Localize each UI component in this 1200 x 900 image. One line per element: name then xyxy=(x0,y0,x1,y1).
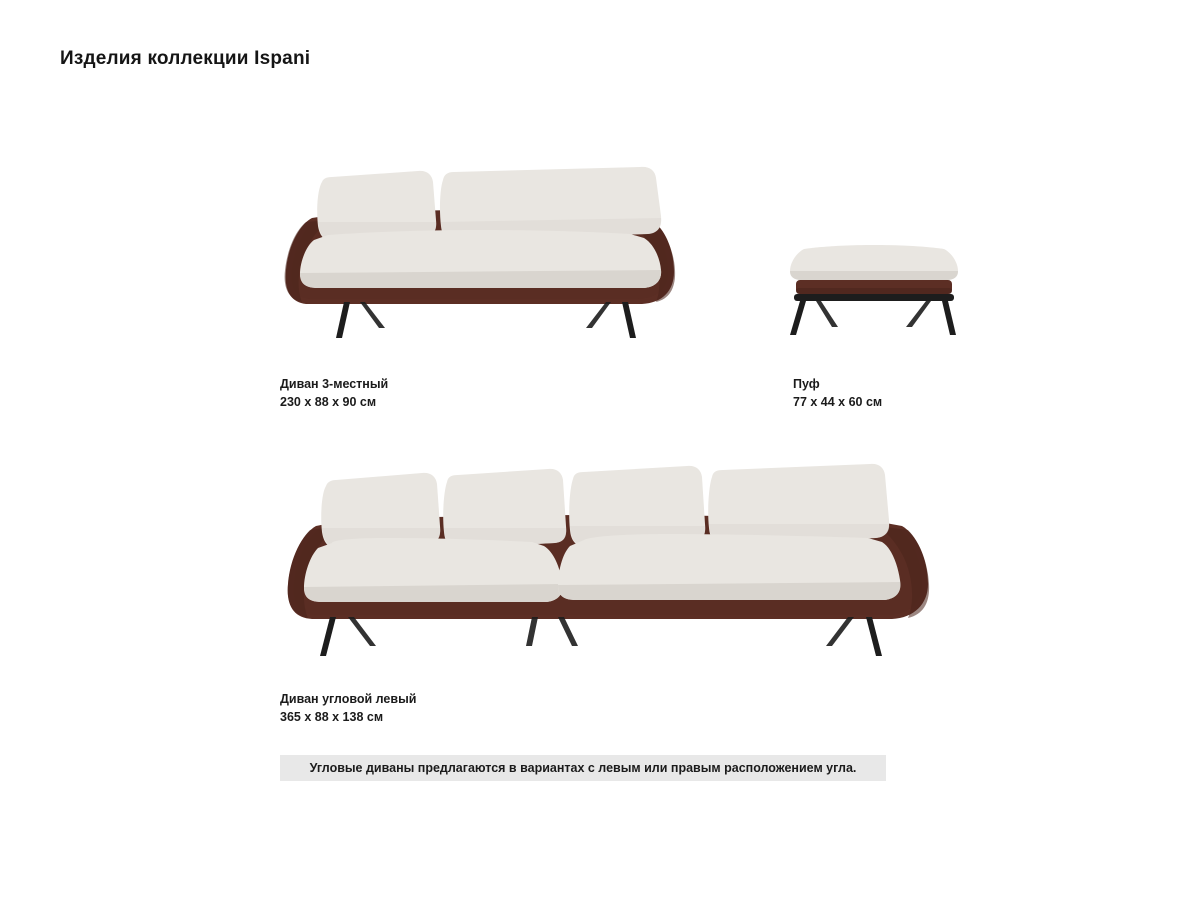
product-image-sofa-3-seat xyxy=(270,160,700,355)
product-dimensions-corner-sofa-left: 365 x 88 x 138 см xyxy=(280,710,384,724)
note-bar xyxy=(280,755,886,781)
product-name-corner-sofa-left: Диван угловой левый xyxy=(280,692,417,706)
product-dimensions-pouf: 77 x 44 x 60 см xyxy=(793,395,883,409)
caption-corner-sofa-left xyxy=(280,690,416,726)
product-image-pouf xyxy=(780,235,970,350)
product-name-sofa-3-seat: Диван 3-местный xyxy=(280,377,389,391)
product-name-pouf: Пуф xyxy=(793,377,820,391)
page-title: Изделия коллекции Ispani xyxy=(60,48,311,69)
caption-pouf xyxy=(793,375,882,411)
caption-sofa-3-seat xyxy=(280,375,388,411)
product-image-corner-sofa-left xyxy=(270,460,950,670)
note-text: Угловые диваны предлагаются в вариантах с левым или правым расположением угла. xyxy=(309,761,857,775)
product-dimensions-sofa-3-seat: 230 x 88 x 90 см xyxy=(280,395,377,409)
